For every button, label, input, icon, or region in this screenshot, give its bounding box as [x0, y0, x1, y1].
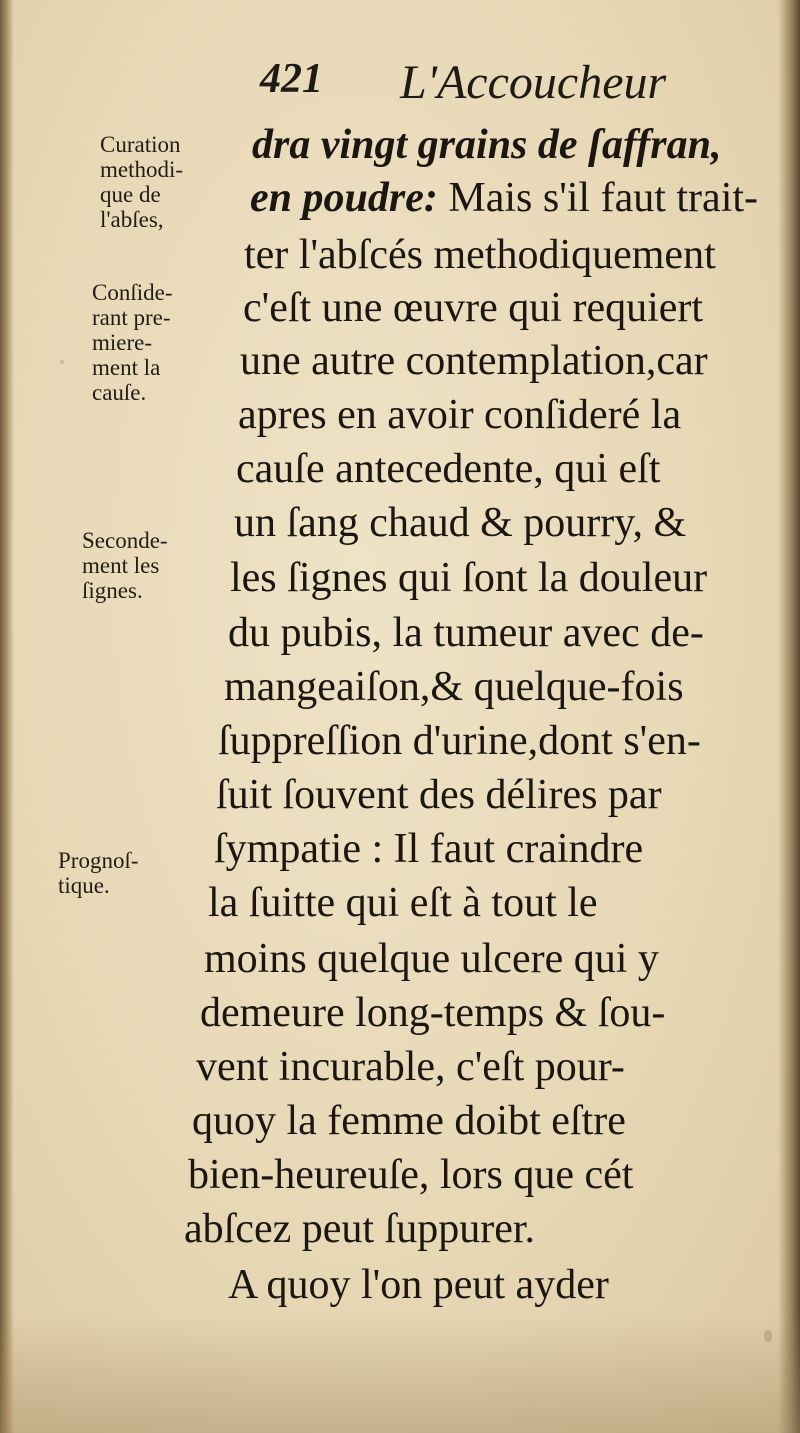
text-line: une autre contemplation,car	[240, 338, 708, 384]
page-number: 421	[260, 56, 323, 102]
text-line: A quoy l'on peut ayder	[228, 1262, 609, 1308]
text-line: un ſang chaud & pourry, &	[234, 500, 687, 546]
margin-note-prognosis: Prognoſ- tique.	[58, 848, 139, 898]
text-line: bien-heureuſe, lors que cét	[188, 1152, 634, 1198]
running-head: L'Accoucheur	[400, 56, 667, 109]
text-line: ſuppreſſion d'urine,dont s'en-	[218, 718, 701, 764]
paper-spot	[60, 360, 64, 364]
text-line: demeure long-temps & ſou-	[200, 990, 666, 1036]
margin-note-consideration: Conſide- rant pre- miere- ment la cauſe.	[92, 280, 173, 405]
page-edge-shadow	[778, 0, 800, 1433]
text-line: mangeaiſon,& quelque-fois	[224, 664, 684, 710]
text-line: vent incurable, c'eſt pour-	[196, 1044, 625, 1090]
paper-spot	[764, 1330, 772, 1342]
text-line: du pubis, la tumeur avec de-	[228, 610, 704, 656]
margin-note-signs: Seconde- ment les ſignes.	[82, 528, 168, 603]
text-line: c'eſt une œuvre qui requiert	[243, 285, 704, 331]
text-line: abſcez peut ſuppurer.	[184, 1206, 536, 1252]
text-line: la ſuitte qui eſt à tout le	[208, 880, 598, 926]
text-line: moins quelque ulcere qui y	[204, 936, 659, 982]
text-line: quoy la femme doibt eſtre	[192, 1098, 626, 1144]
text-line: apres en avoir conſideré la	[238, 392, 682, 438]
text-line: ſuit ſouvent des délires par	[216, 772, 662, 818]
page-bottom-shade	[0, 1313, 800, 1433]
text-line: ter l'abſcés methodiquement	[244, 232, 716, 278]
margin-note-curation: Curation methodi- que de l'abſes,	[100, 132, 184, 232]
text-line: les ſignes qui ſont la douleur	[230, 555, 708, 601]
text-line: ſympatie : Il faut craindre	[214, 826, 644, 872]
text-line: dra vingt grains de ſaffran,	[252, 122, 722, 168]
page-header	[250, 55, 720, 115]
text-line: cauſe antecedente, qui eſt	[236, 446, 661, 492]
page-gutter-shadow	[0, 0, 14, 1433]
text-line: en poudre: Mais s'il faut trait-	[250, 175, 759, 221]
